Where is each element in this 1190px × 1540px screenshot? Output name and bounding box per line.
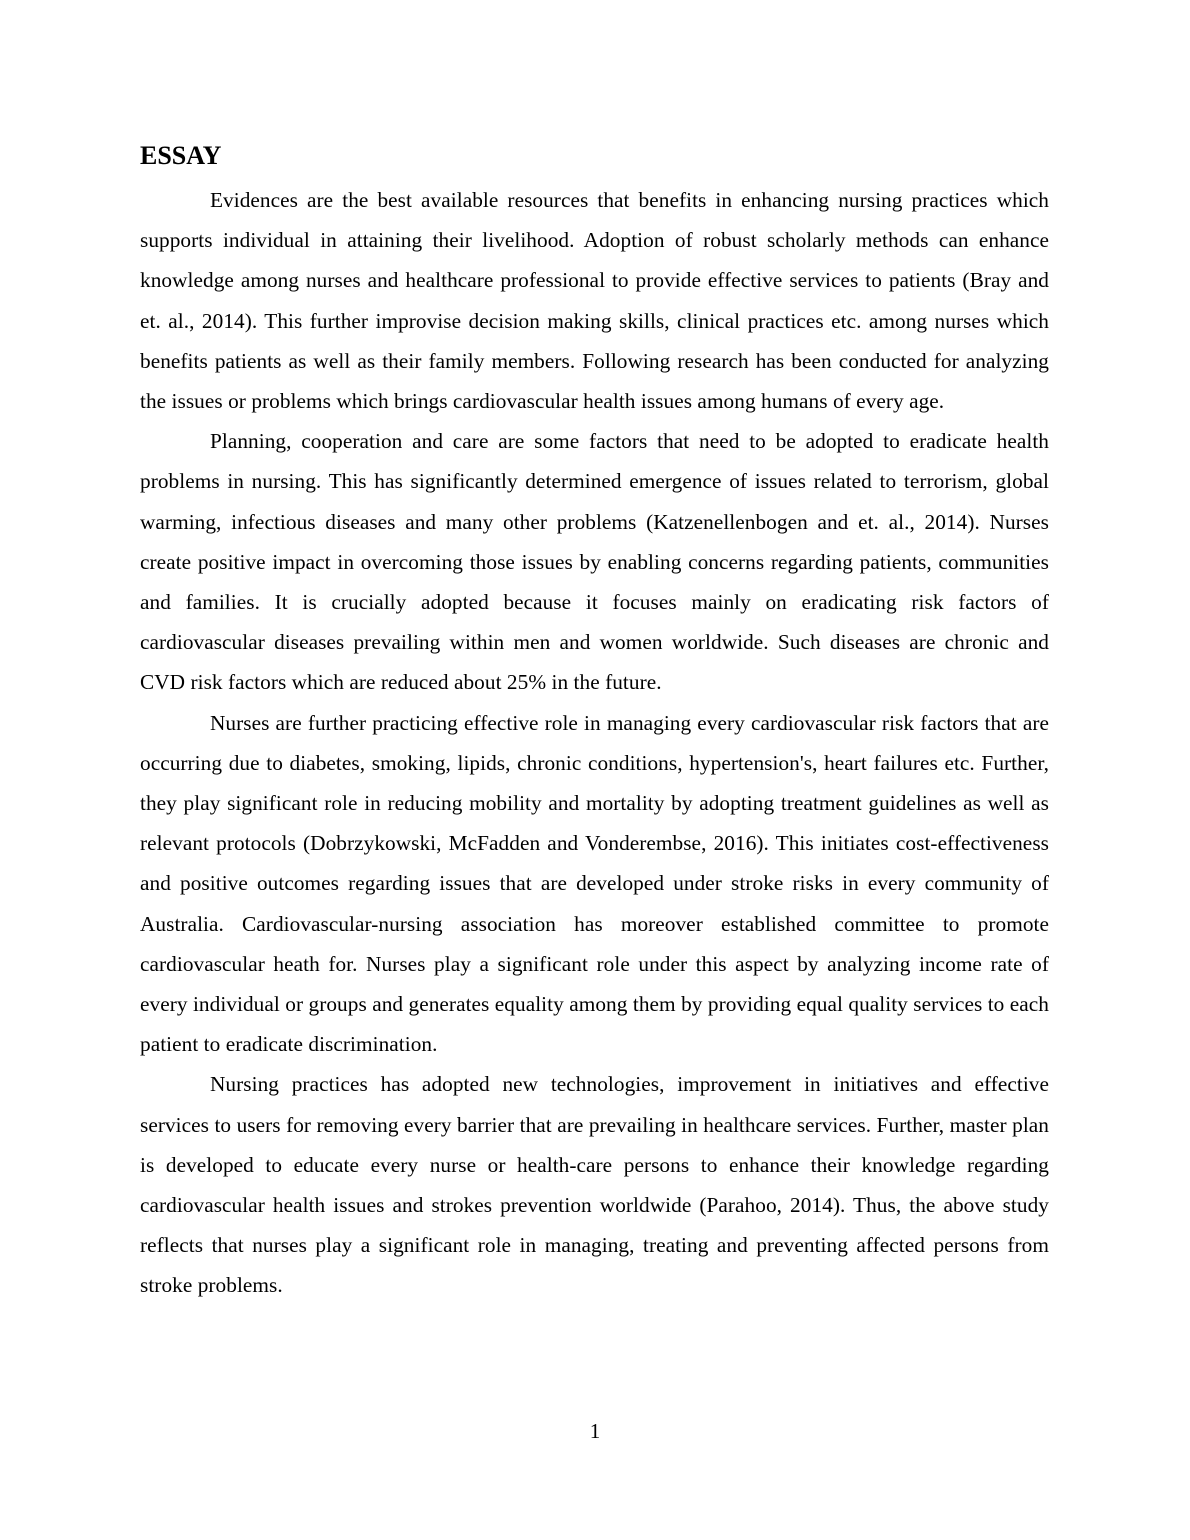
page-content: [140, 138, 1049, 1306]
essay-heading: ESSAY: [140, 141, 222, 170]
paragraph-2: Planning, cooperation and care are some factors that need to be adopted to eradicate health problems in nursing. This has significantly determined emergence of issues related to terrorism, global warming, infectious diseases and many other problems (Katzenellenbogen and et. al., 2014). Nurses create positive impact in overcoming those issues by enabling concerns regarding patients, communities and families. It is crucially adopted because it focuses mainly on eradicating risk factors of cardiovascular diseases prevailing within men and women worldwide. Such diseases are chronic and CVD risk factors which are reduced about 25% in the future.: [140, 429, 1049, 695]
paragraph-1: Evidences are the best available resources that benefits in enhancing nursing practices which supports individual in attaining their livelihood. Adoption of robust scholarly methods can enhance knowledge among nurses and healthcare professional to provide effective services to patients (Bray and et. al., 2014). This further improvise decision making skills, clinical practices etc. among nurses which benefits patients as well as their family members. Following research has been conducted for analyzing the issues or problems which brings cardiovascular health issues among humans of every age.: [140, 188, 1049, 414]
paragraph-3: Nurses are further practicing effective role in managing every cardiovascular risk factors that are occurring due to diabetes, smoking, lipids, chronic conditions, hypertension's, heart failures etc. Further, they play significant role in reducing mobility and mortality by adopting treatment guidelines as well as relevant protocols (Dobrzykowski, McFadden and Vonderembse, 2016). This initiates cost-effectiveness and positive outcomes regarding issues that are developed under stroke risks in every community of Australia. Cardiovascular-nursing association has moreover established committee to promote cardiovascular heath for. Nurses play a significant role under this aspect by analyzing income rate of every individual or groups and generates equality among them by providing equal quality services to each patient to eradicate discrimination.: [140, 710, 1049, 1057]
paragraph-4: Nursing practices has adopted new technologies, improvement in initiatives and effective services to users for removing every barrier that are prevailing in healthcare services. Further, master plan is developed to educate every nurse or health-care persons to enhance their knowledge regarding cardiovascular health issues and strokes prevention worldwide (Parahoo, 2014). Thus, the above study reflects that nurses play a significant role in managing, treating and preventing affected persons from stroke problems.: [140, 1072, 1049, 1298]
page-number: 1: [589, 1419, 601, 1443]
